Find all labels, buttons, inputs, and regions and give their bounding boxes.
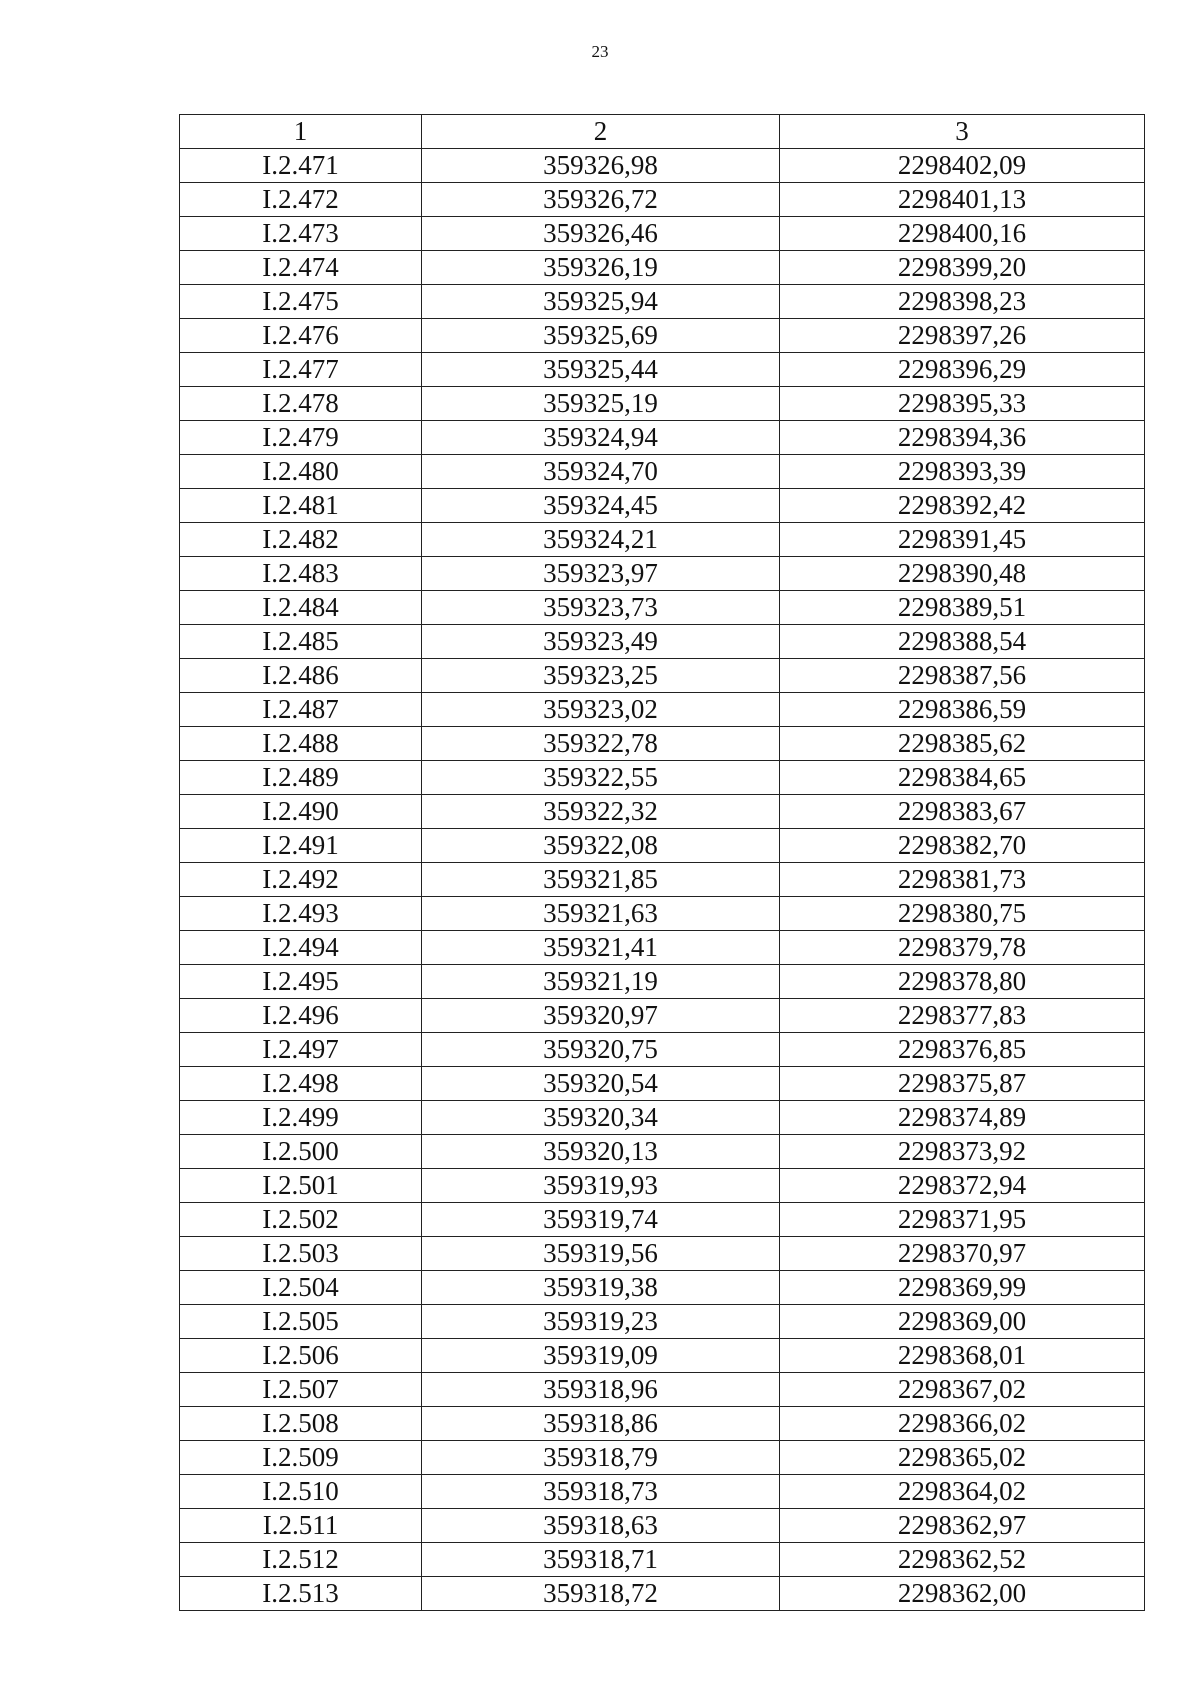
y-coordinate-cell: 2298372,94 [780, 1169, 1145, 1203]
x-coordinate-cell: 359324,94 [422, 421, 780, 455]
page-number: 23 [591, 42, 609, 61]
point-id-cell: I.2.493 [180, 897, 422, 931]
y-coordinate-cell: 2298391,45 [780, 523, 1145, 557]
point-id-cell: I.2.483 [180, 557, 422, 591]
y-coordinate-cell: 2298374,89 [780, 1101, 1145, 1135]
y-coordinate-cell: 2298384,65 [780, 761, 1145, 795]
x-coordinate-cell: 359320,13 [422, 1135, 780, 1169]
point-id-cell: I.2.478 [180, 387, 422, 421]
table-row [180, 1339, 1145, 1373]
table-row [180, 149, 1145, 183]
point-id-cell: I.2.510 [180, 1475, 422, 1509]
y-coordinate-cell: 2298392,42 [780, 489, 1145, 523]
table-row [180, 1475, 1145, 1509]
y-coordinate-cell: 2298401,13 [780, 183, 1145, 217]
coordinates-table [179, 114, 1145, 1611]
x-coordinate-cell: 359318,72 [422, 1577, 780, 1611]
x-coordinate-cell: 359322,08 [422, 829, 780, 863]
x-coordinate-cell: 359319,74 [422, 1203, 780, 1237]
table-row [180, 965, 1145, 999]
point-id-cell: I.2.511 [180, 1509, 422, 1543]
x-coordinate-cell: 359323,49 [422, 625, 780, 659]
x-coordinate-cell: 359325,94 [422, 285, 780, 319]
table-row [180, 727, 1145, 761]
table-row [180, 285, 1145, 319]
y-coordinate-cell: 2298400,16 [780, 217, 1145, 251]
x-coordinate-cell: 359321,41 [422, 931, 780, 965]
point-id-cell: I.2.479 [180, 421, 422, 455]
x-coordinate-cell: 359326,72 [422, 183, 780, 217]
point-id-cell: I.2.481 [180, 489, 422, 523]
x-coordinate-cell: 359319,09 [422, 1339, 780, 1373]
x-coordinate-cell: 359320,54 [422, 1067, 780, 1101]
table-row [180, 659, 1145, 693]
y-coordinate-cell: 2298370,97 [780, 1237, 1145, 1271]
point-id-cell: I.2.490 [180, 795, 422, 829]
x-coordinate-cell: 359318,73 [422, 1475, 780, 1509]
y-coordinate-cell: 2298388,54 [780, 625, 1145, 659]
y-coordinate-cell: 2298369,00 [780, 1305, 1145, 1339]
point-id-cell: I.2.501 [180, 1169, 422, 1203]
table-row [180, 863, 1145, 897]
column-header-3: 3 [780, 115, 1145, 149]
x-coordinate-cell: 359321,85 [422, 863, 780, 897]
table-row [180, 1441, 1145, 1475]
point-id-cell: I.2.477 [180, 353, 422, 387]
x-coordinate-cell: 359322,55 [422, 761, 780, 795]
point-id-cell: I.2.512 [180, 1543, 422, 1577]
table-row [180, 421, 1145, 455]
x-coordinate-cell: 359319,23 [422, 1305, 780, 1339]
table-row [180, 1169, 1145, 1203]
x-coordinate-cell: 359318,86 [422, 1407, 780, 1441]
point-id-cell: I.2.491 [180, 829, 422, 863]
point-id-cell: I.2.473 [180, 217, 422, 251]
table-row [180, 489, 1145, 523]
y-coordinate-cell: 2298396,29 [780, 353, 1145, 387]
table-row [180, 829, 1145, 863]
y-coordinate-cell: 2298398,23 [780, 285, 1145, 319]
point-id-cell: I.2.471 [180, 149, 422, 183]
point-id-cell: I.2.504 [180, 1271, 422, 1305]
table-row [180, 387, 1145, 421]
x-coordinate-cell: 359326,46 [422, 217, 780, 251]
table-row [180, 251, 1145, 285]
x-coordinate-cell: 359321,63 [422, 897, 780, 931]
x-coordinate-cell: 359326,19 [422, 251, 780, 285]
table-row [180, 1407, 1145, 1441]
x-coordinate-cell: 359320,34 [422, 1101, 780, 1135]
table-row [180, 1577, 1145, 1611]
x-coordinate-cell: 359325,19 [422, 387, 780, 421]
table-row [180, 1237, 1145, 1271]
x-coordinate-cell: 359320,75 [422, 1033, 780, 1067]
point-id-cell: I.2.480 [180, 455, 422, 489]
table-row [180, 693, 1145, 727]
table-row [180, 761, 1145, 795]
point-id-cell: I.2.484 [180, 591, 422, 625]
x-coordinate-cell: 359318,96 [422, 1373, 780, 1407]
y-coordinate-cell: 2298362,00 [780, 1577, 1145, 1611]
x-coordinate-cell: 359321,19 [422, 965, 780, 999]
table-row [180, 319, 1145, 353]
y-coordinate-cell: 2298382,70 [780, 829, 1145, 863]
table-row [180, 795, 1145, 829]
y-coordinate-cell: 2298393,39 [780, 455, 1145, 489]
point-id-cell: I.2.492 [180, 863, 422, 897]
y-coordinate-cell: 2298380,75 [780, 897, 1145, 931]
table-row [180, 999, 1145, 1033]
y-coordinate-cell: 2298383,67 [780, 795, 1145, 829]
table-body [180, 149, 1145, 1611]
x-coordinate-cell: 359319,56 [422, 1237, 780, 1271]
table-row [180, 1271, 1145, 1305]
x-coordinate-cell: 359324,21 [422, 523, 780, 557]
point-id-cell: I.2.474 [180, 251, 422, 285]
x-coordinate-cell: 359322,32 [422, 795, 780, 829]
table-row [180, 625, 1145, 659]
y-coordinate-cell: 2298377,83 [780, 999, 1145, 1033]
table-row [180, 1033, 1145, 1067]
y-coordinate-cell: 2298386,59 [780, 693, 1145, 727]
x-coordinate-cell: 359318,71 [422, 1543, 780, 1577]
table-row [180, 1305, 1145, 1339]
table-row [180, 523, 1145, 557]
point-id-cell: I.2.507 [180, 1373, 422, 1407]
table-row [180, 931, 1145, 965]
x-coordinate-cell: 359322,78 [422, 727, 780, 761]
table-row [180, 183, 1145, 217]
point-id-cell: I.2.499 [180, 1101, 422, 1135]
table-row [180, 1509, 1145, 1543]
table-row [180, 1101, 1145, 1135]
y-coordinate-cell: 2298371,95 [780, 1203, 1145, 1237]
y-coordinate-cell: 2298394,36 [780, 421, 1145, 455]
point-id-cell: I.2.509 [180, 1441, 422, 1475]
table-row [180, 591, 1145, 625]
y-coordinate-cell: 2298387,56 [780, 659, 1145, 693]
x-coordinate-cell: 359325,69 [422, 319, 780, 353]
point-id-cell: I.2.503 [180, 1237, 422, 1271]
point-id-cell: I.2.513 [180, 1577, 422, 1611]
y-coordinate-cell: 2298378,80 [780, 965, 1145, 999]
y-coordinate-cell: 2298365,02 [780, 1441, 1145, 1475]
point-id-cell: I.2.476 [180, 319, 422, 353]
y-coordinate-cell: 2298397,26 [780, 319, 1145, 353]
point-id-cell: I.2.482 [180, 523, 422, 557]
y-coordinate-cell: 2298362,97 [780, 1509, 1145, 1543]
y-coordinate-cell: 2298369,99 [780, 1271, 1145, 1305]
point-id-cell: I.2.508 [180, 1407, 422, 1441]
point-id-cell: I.2.487 [180, 693, 422, 727]
x-coordinate-cell: 359323,02 [422, 693, 780, 727]
table-row [180, 217, 1145, 251]
y-coordinate-cell: 2298366,02 [780, 1407, 1145, 1441]
column-header-1: 1 [180, 115, 422, 149]
y-coordinate-cell: 2298376,85 [780, 1033, 1145, 1067]
x-coordinate-cell: 359323,97 [422, 557, 780, 591]
x-coordinate-cell: 359318,63 [422, 1509, 780, 1543]
point-id-cell: I.2.498 [180, 1067, 422, 1101]
y-coordinate-cell: 2298395,33 [780, 387, 1145, 421]
y-coordinate-cell: 2298364,02 [780, 1475, 1145, 1509]
x-coordinate-cell: 359324,45 [422, 489, 780, 523]
x-coordinate-cell: 359323,25 [422, 659, 780, 693]
y-coordinate-cell: 2298402,09 [780, 149, 1145, 183]
table-row [180, 455, 1145, 489]
table-row [180, 1067, 1145, 1101]
point-id-cell: I.2.475 [180, 285, 422, 319]
point-id-cell: I.2.497 [180, 1033, 422, 1067]
point-id-cell: I.2.486 [180, 659, 422, 693]
table-row [180, 1135, 1145, 1169]
point-id-cell: I.2.505 [180, 1305, 422, 1339]
table-row [180, 557, 1145, 591]
point-id-cell: I.2.494 [180, 931, 422, 965]
x-coordinate-cell: 359324,70 [422, 455, 780, 489]
x-coordinate-cell: 359320,97 [422, 999, 780, 1033]
x-coordinate-cell: 359319,93 [422, 1169, 780, 1203]
point-id-cell: I.2.489 [180, 761, 422, 795]
point-id-cell: I.2.472 [180, 183, 422, 217]
y-coordinate-cell: 2298368,01 [780, 1339, 1145, 1373]
y-coordinate-cell: 2298373,92 [780, 1135, 1145, 1169]
y-coordinate-cell: 2298399,20 [780, 251, 1145, 285]
point-id-cell: I.2.506 [180, 1339, 422, 1373]
point-id-cell: I.2.502 [180, 1203, 422, 1237]
y-coordinate-cell: 2298362,52 [780, 1543, 1145, 1577]
column-header-2: 2 [422, 115, 780, 149]
x-coordinate-cell: 359326,98 [422, 149, 780, 183]
table-row [180, 1203, 1145, 1237]
y-coordinate-cell: 2298385,62 [780, 727, 1145, 761]
point-id-cell: I.2.496 [180, 999, 422, 1033]
x-coordinate-cell: 359325,44 [422, 353, 780, 387]
x-coordinate-cell: 359319,38 [422, 1271, 780, 1305]
table-row [180, 1543, 1145, 1577]
point-id-cell: I.2.485 [180, 625, 422, 659]
y-coordinate-cell: 2298389,51 [780, 591, 1145, 625]
y-coordinate-cell: 2298390,48 [780, 557, 1145, 591]
table-header-row [180, 115, 1145, 149]
point-id-cell: I.2.495 [180, 965, 422, 999]
y-coordinate-cell: 2298367,02 [780, 1373, 1145, 1407]
point-id-cell: I.2.488 [180, 727, 422, 761]
y-coordinate-cell: 2298379,78 [780, 931, 1145, 965]
y-coordinate-cell: 2298375,87 [780, 1067, 1145, 1101]
table-row [180, 897, 1145, 931]
point-id-cell: I.2.500 [180, 1135, 422, 1169]
table-row [180, 353, 1145, 387]
x-coordinate-cell: 359323,73 [422, 591, 780, 625]
x-coordinate-cell: 359318,79 [422, 1441, 780, 1475]
y-coordinate-cell: 2298381,73 [780, 863, 1145, 897]
table-row [180, 1373, 1145, 1407]
